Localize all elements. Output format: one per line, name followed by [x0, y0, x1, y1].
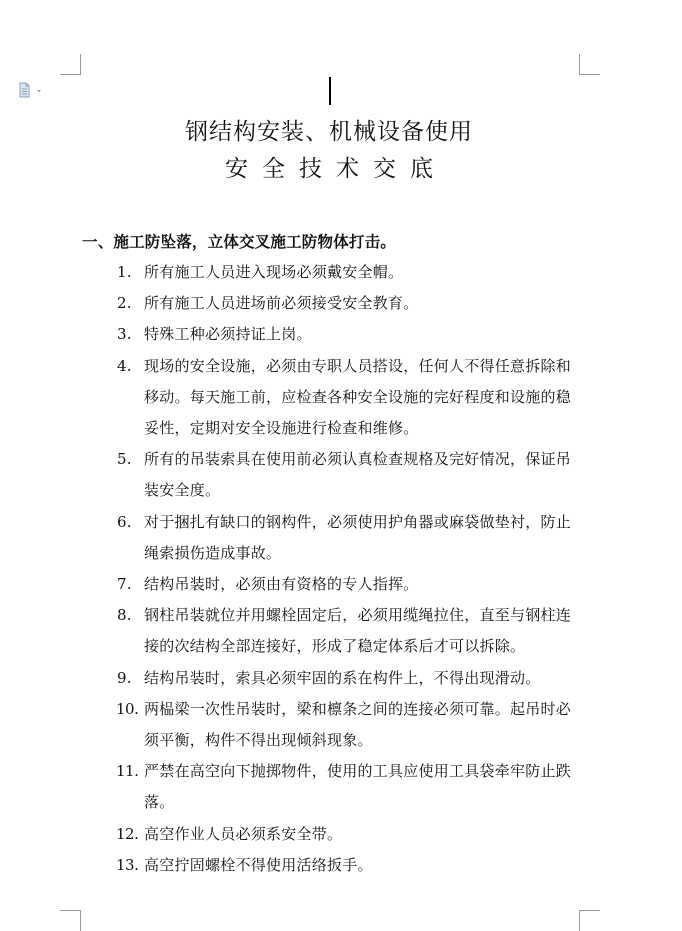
- document-icon: [18, 82, 42, 98]
- list-item-text: 所有施工人员进场前必须接受安全教育。: [144, 294, 419, 313]
- list-item-text: 所有的吊装索具在使用前必须认真检查规格及完好情况，保证吊装安全度。: [144, 450, 572, 500]
- list-item: [112, 257, 582, 288]
- list-item-text: 结构吊装时，索具必须牢固的系在构件上，不得出现滑动。: [144, 668, 541, 687]
- list-item: [112, 663, 582, 694]
- list-item: [112, 819, 582, 850]
- list-item-text: 所有施工人员进入现场必须戴安全帽。: [144, 263, 404, 281]
- chevron-down-icon: [37, 90, 41, 93]
- list-item-number: 10.: [116, 699, 139, 718]
- list-item-number: 3.: [117, 325, 132, 344]
- list-item: [112, 319, 582, 350]
- list-item-text: 两榀梁一次性吊装时，梁和檩条之间的连接必须可靠。起吊时必须平衡，构件不得出现倾斜现象。: [144, 699, 572, 750]
- list-item-number: 12.: [116, 824, 139, 843]
- list-item-number: 6.: [117, 512, 132, 531]
- list-item: [112, 600, 582, 662]
- document-subtitle: 安全技术交底: [225, 156, 447, 182]
- list-item-text: 高空拧固螺栓不得使用活络扳手。: [144, 855, 373, 874]
- list-item-number: 9.: [117, 668, 132, 687]
- list-item: [112, 288, 582, 319]
- list-item-text: 严禁在高空向下抛掷物件，使用的工具应使用工具袋牵牢防止跌落。: [144, 762, 572, 812]
- numbered-list: [112, 257, 582, 881]
- page-corner-bottom-left: [60, 910, 81, 931]
- list-item-number: 2.: [117, 294, 132, 313]
- text-cursor: [329, 77, 331, 105]
- list-item-text: 高空作业人员必须系安全带。: [144, 824, 343, 843]
- list-item-text: 现场的安全设施，必须由专职人员搭设，任何人不得任意拆除和移动。每天施工前，应检查各种安全设施的完好程度和设施的稳妥性，定期对安全设施进行检查和维修。: [144, 356, 572, 438]
- list-item: [112, 756, 582, 818]
- list-item-text: 结构吊装时，必须由有资格的专人指挥。: [144, 575, 419, 594]
- list-item-number: 5.: [117, 450, 132, 469]
- list-item-number: 7.: [117, 575, 132, 594]
- list-item-number: 1.: [117, 263, 132, 281]
- list-item: [112, 569, 582, 600]
- list-item-number: 11.: [116, 762, 139, 781]
- page-corner-top-right: [579, 54, 600, 75]
- list-item: [112, 507, 582, 569]
- list-item: [112, 444, 582, 506]
- list-item: [112, 351, 582, 445]
- list-item: [112, 694, 582, 756]
- list-item-text: 对于捆扎有缺口的钢构件，必须使用护角器或麻袋做垫衬，防止绳索损伤造成事故。: [144, 512, 572, 562]
- list-item-text: 特殊工种必须持证上岗。: [144, 325, 312, 344]
- page-corner-bottom-right: [579, 910, 600, 931]
- list-item-text: 钢柱吊装就位并用螺栓固定后，必须用缆绳拉住，直至与钢柱连接的次结构全部连接好，形成了稳定体系后才可以拆除。: [144, 606, 572, 656]
- list-item-number: 13.: [116, 855, 139, 874]
- document-options-button[interactable]: [18, 82, 42, 98]
- section-heading: 一、施工防坠落，立体交叉施工防物体打击。: [82, 232, 397, 251]
- document-title: 钢结构安装、机械设备使用: [185, 119, 473, 145]
- page-corner-top-left: [60, 54, 81, 75]
- list-item-number: 4.: [117, 356, 132, 375]
- list-item-number: 8.: [117, 606, 132, 625]
- list-item: [112, 850, 582, 881]
